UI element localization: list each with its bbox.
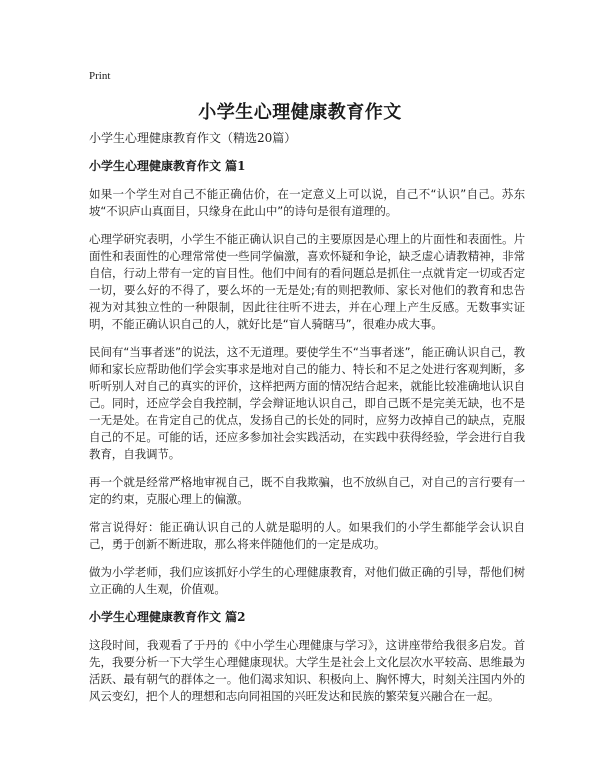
paragraph: 民间有“当事者迷”的说法，这不无道理。要使学生不“当事者迷”，能正确认识自己，教师和家长应帮助他们学会实事求是地对自己的能力、特长和不足之处进行客观判断，多听听别人对自己的真实的评价，这样把两方面的情况结合起来，就能比较准确地认识自己。同时，还应学会自我控制，学会辩证地认识自己，即自己既不是完美无缺，也不是一无是处。在肯定自己的优点，发扬自己的长处的同时，应努力改掉自己的缺点，克服自己的不足。可能的话，还应多参加社会实践活动，在实践中获得经验，学会进行自我教育，自我调节。 (89, 345, 525, 461)
section-heading-1: 小学生心理健康教育作文 篇1 (89, 159, 246, 173)
print-link[interactable]: Print (89, 70, 111, 82)
paragraph: 再一个就是经常严格地审视自己，既不自我欺骗，也不放纵自己，对自己的言行要有一定的约束，克服心理上的偏激。 (89, 475, 525, 506)
document-body (89, 130, 525, 716)
paragraph: 心理学研究表明，小学生不能正确认识自己的主要原因是心理上的片面性和表面性。片面性和表面性的心理常常使一些同学偏激，喜欢怀疑和争论，缺乏虚心请教精神，非常自信，行动上带有一定的盲目性。他们中间有的看问题总是抓住一点就肯定一切或否定一切，要么好的不得了，要么坏的一无是处;有的则把教师、家长对他们的教育和忠告视为对其独立性的一种限制，因此往往听不进去，并在心理上产生反感。无数事实证明，不能正确认识自己的人，就好比是“盲人骑瞎马”，很难办成大事。 (89, 232, 525, 331)
paragraph: 做为小学老师，我们应该抓好小学生的心理健康教育，对他们做正确的引导，帮他们树立正确的人生观，价值观。 (89, 565, 525, 596)
paragraph: 常言说得好：能正确认识自己的人就是聪明的人。如果我们的小学生都能学会认识自己，勇于创新不断进取，那么将来伴随他们的一定是成功。 (89, 520, 525, 551)
paragraph: 这段时间，我观看了于丹的《中小学生心理健康与学习》，这讲座带给我很多启发。首先，我要分析一下大学生心理健康现状。大学生是社会上文化层次水平较高、思维最为活跃、最有朝气的群体之一。他们渴求知识、积极向上、胸怀博大，时刻关注国内外的风云变幻，把个人的理想和志向同祖国的兴旺发达和民族的繁荣复兴融合在一起。 (89, 638, 525, 703)
section-heading-2: 小学生心理健康教育作文 篇2 (89, 610, 246, 624)
page-title: 小学生心理健康教育作文 (198, 102, 402, 123)
document-subtitle: 小学生心理健康教育作文（精选20篇） (89, 131, 297, 145)
paragraph: 如果一个学生对自己不能正确估价，在一定意义上可以说，自己不“认识”自己。苏东坡“不识庐山真面目，只缘身在此山中”的诗句是很有道理的。 (89, 187, 525, 218)
